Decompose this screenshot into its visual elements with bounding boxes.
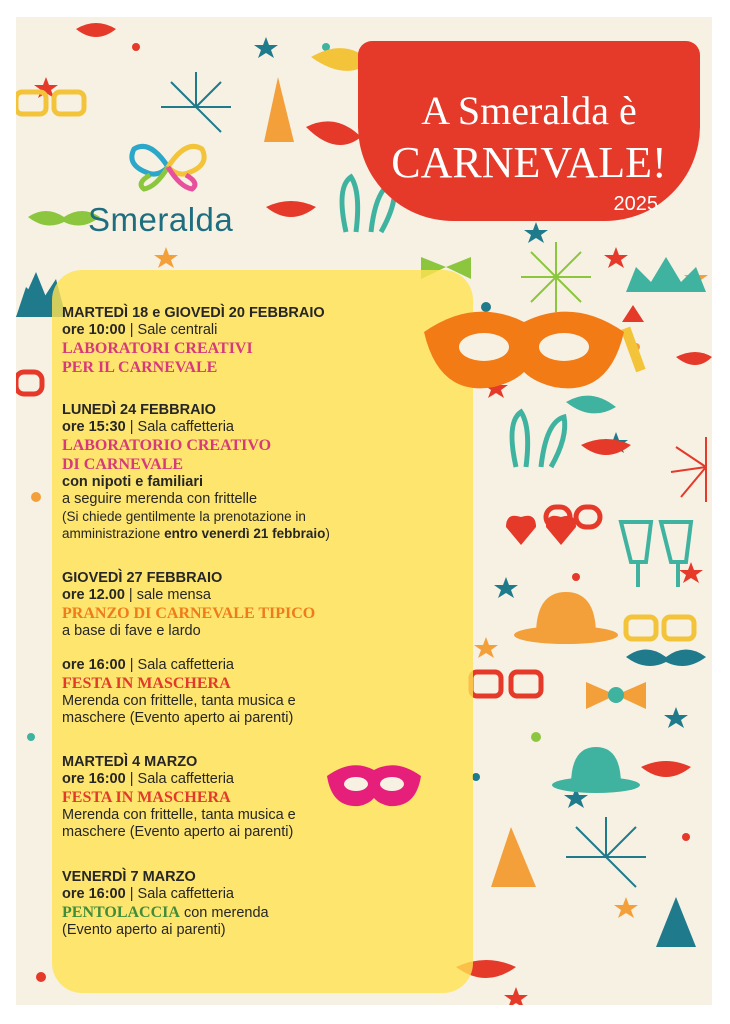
event-place: Sala caffetteria (137, 419, 234, 435)
event-time: ore 10:00 (62, 322, 126, 338)
event-title: PENTOLACCIA (62, 904, 180, 921)
title-line-2: CARNEVALE! (391, 138, 667, 187)
separator: | (129, 419, 134, 435)
smeralda-logo (88, 135, 258, 245)
event-time: ore 16:00 (62, 771, 126, 787)
event-subtitle: con nipoti e familiari (62, 474, 203, 490)
event-description: a seguire merenda con frittelle (62, 491, 258, 507)
event-description: maschere (Evento aperto ai parenti) (62, 710, 294, 726)
poster (16, 17, 712, 1005)
orange-mask-icon (414, 292, 634, 422)
event-4 (62, 657, 432, 727)
event-title: LABORATORI CREATIVI (62, 340, 253, 357)
year: 2025 (613, 193, 658, 215)
separator: | (129, 322, 134, 338)
logo-text: Smeralda (88, 201, 234, 238)
event-6 (62, 869, 432, 939)
event-description: Merenda con frittelle, tanta musica e (62, 807, 296, 823)
event-title-suffix: con merenda (183, 905, 269, 921)
title-banner (358, 41, 700, 221)
separator: | (129, 771, 134, 787)
separator: | (129, 886, 134, 902)
event-1 (62, 305, 432, 377)
separator: | (128, 587, 133, 603)
event-day: MARTEDÌ 4 MARZO (62, 754, 198, 770)
event-day: MARTEDÌ 18 e GIOVEDÌ 20 FEBBRAIO (62, 305, 325, 321)
event-note: (Si chiede gentilmente la prenotazione in (62, 509, 306, 524)
event-place: Sala caffetteria (137, 657, 234, 673)
event-time: ore 15:30 (62, 419, 126, 435)
event-title: FESTA IN MASCHERA (62, 675, 231, 692)
event-note (62, 525, 432, 542)
event-time: ore 12.00 (62, 587, 125, 603)
firework-icon (671, 437, 706, 502)
event-place: sale mensa (136, 587, 211, 603)
event-day: VENERDÌ 7 MARZO (62, 869, 196, 885)
event-note-text: amministrazione (62, 526, 161, 541)
event-description: maschere (Evento aperto ai parenti) (62, 824, 294, 840)
event-day: LUNEDÌ 24 FEBBRAIO (62, 402, 216, 418)
event-time: ore 16:00 (62, 657, 126, 673)
event-title: PRANZO DI CARNEVALE TIPICO (62, 605, 316, 622)
separator: | (129, 657, 134, 673)
event-place: Sala caffetteria (137, 771, 234, 787)
event-3 (62, 570, 432, 640)
event-title: FESTA IN MASCHERA (62, 789, 231, 806)
event-note-deadline: entro venerdì 21 febbraio (164, 526, 326, 541)
event-place: Sala caffetteria (137, 886, 234, 902)
event-description: Merenda con frittelle, tanta musica e (62, 693, 296, 709)
event-description: a base di fave e lardo (62, 623, 201, 639)
champagne-glasses-icon (621, 522, 691, 587)
title-line-1: A Smeralda è (421, 88, 637, 133)
event-place: Sale centrali (137, 322, 218, 338)
event-title: DI CARNEVALE (62, 456, 184, 473)
event-time: ore 16:00 (62, 886, 126, 902)
butterfly-logo-icon (128, 135, 208, 197)
event-day: GIOVEDÌ 27 FEBBRAIO (62, 570, 223, 586)
event-5 (62, 754, 432, 841)
event-2 (62, 402, 432, 542)
event-description: (Evento aperto ai parenti) (62, 922, 226, 938)
event-title: LABORATORIO CREATIVO (62, 437, 272, 454)
event-title: PER IL CARNEVALE (62, 359, 218, 376)
event-note-close: ) (325, 526, 330, 541)
heart-glasses-icon (506, 516, 576, 545)
